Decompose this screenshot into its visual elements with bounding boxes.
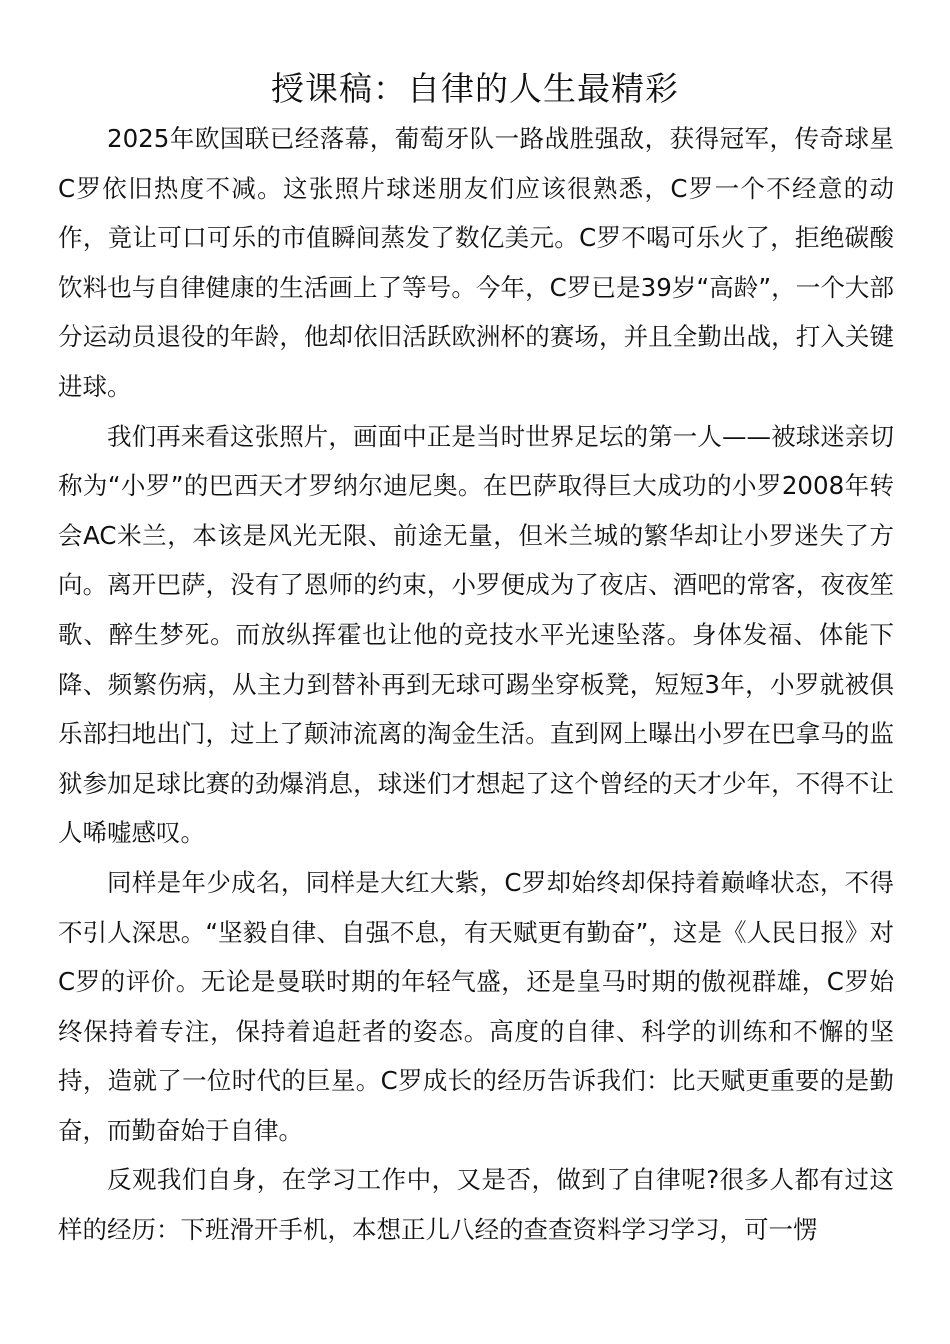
document-body (58, 114, 894, 1255)
paragraph-2: 我们再来看这张照片，画面中正是当时世界足坛的第一人——被球迷亲切称为“小罗”的巴西天才罗纳尔迪尼奥。在巴萨取得巨大成功的小罗2008年转会AC米兰，本该是风光无限、前途无量，但米兰城的繁华却让小罗迷失了方向。离开巴萨，没有了恩师的约束，小罗便成为了夜店、酒吧的常客，夜夜笙歌、醉生梦死。而放纵挥霍也让他的竞技水平光速坠落。身体发福、体能下降、频繁伤病，从主力到替补再到无球可踢坐穿板凳，短短3年，小罗就被俱乐部扫地出门，过上了颠沛流离的淘金生活。直到网上曝出小罗在巴拿马的监狱参加足球比赛的劲爆消息，球迷们才想起了这个曾经的天才少年，不得不让人唏嘘感叹。 (58, 421, 894, 848)
paragraph-4: 反观我们自身，在学习工作中，又是否，做到了自律呢?很多人都有过这样的经历：下班滑开手机，本想正儿八经的查查资料学习学习，可一愣 (58, 1165, 894, 1245)
paragraph-3: 同样是年少成名，同样是大红大紫，C罗却始终却保持着巅峰状态，不得不引人深思。“坚毅自律、自强不息，有天赋更有勤奋”，这是《人民日报》对C罗的评价。无论是曼联时期的年轻气盛，还是皇马时期的傲视群雄，C罗始终保持着专注，保持着追赶者的姿态。高度的自律、科学的训练和不懈的坚持，造就了一位时代的巨星。C罗成长的经历告诉我们：比天赋更重要的是勤奋，而勤奋始于自律。 (58, 867, 894, 1145)
document-title: 授课稿：自律的人生最精彩 (271, 69, 679, 108)
paragraph-1: 2025年欧国联已经落幕，葡萄牙队一路战胜强敌，获得冠军，传奇球星C罗依旧热度不减。这张照片球迷朋友们应该很熟悉，C罗一个不经意的动作，竟让可口可乐的市值瞬间蒸发了数亿美元。C罗不喝可乐火了，拒绝碳酸饮料也与自律健康的生活画上了等号。今年，C罗已是39岁“高龄”，一个大部分运动员退役的年龄，他却依旧活跃欧洲杯的赛场，并且全勤出战，打入关键进球。 (58, 124, 894, 401)
